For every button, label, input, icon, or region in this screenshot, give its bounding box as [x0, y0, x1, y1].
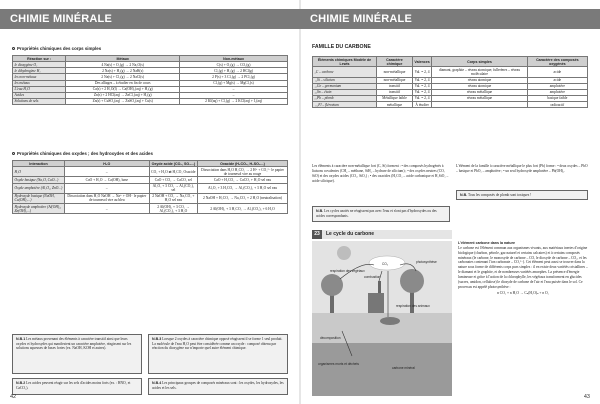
note-text: Les cycles azotés ne réagissent pas avec l'eau et n'ont pas d'hydroxydes ou des acides correspondants. [316, 209, 437, 218]
sun-icon [337, 246, 351, 260]
table-cell: non-métallique [377, 77, 413, 83]
table-cell: – [64, 167, 149, 177]
table-cell: le dihydrogène H₂ [13, 68, 66, 74]
table-cell: ₆C – carbone [313, 67, 377, 77]
table-cell: ₁₁₄Fl – flérovium [313, 102, 377, 108]
table-cell: amphotère [527, 83, 587, 89]
page-number-right: 43 [583, 394, 590, 400]
table-row [13, 98, 288, 104]
table-row [13, 204, 288, 214]
table-cell: – [64, 204, 149, 214]
table-cell: 2 P(s) + 3 Cl₂(g) → 2 PCl₃(g) [180, 74, 288, 80]
diagram-label-photosynthesis: photosynthèse [416, 260, 437, 264]
table-cell: À étudier [412, 102, 431, 108]
table-cell: 2 NaOH + CO₂ → Na₂CO₃ + H₂O sel eau [149, 193, 197, 203]
table-cell: L'eau H₂O [13, 86, 66, 92]
table-cell: Val. = 2, 4 [412, 95, 431, 101]
table-cell: ₈₂Pb – plomb [313, 95, 377, 101]
family-title: FAMILLE DU CARBONE [312, 44, 371, 50]
table-cell: 2 Al(OH)₃ + 3 CO₂ → Al₂(CO₃)₃ + 3 H₂O [149, 204, 197, 214]
table-cell: Ca(s) + 2 H₂O(l) → Ca(OH)₂(aq) + H₂(g) [66, 86, 180, 92]
note-label: N.B.4 [152, 381, 162, 385]
animal-icon [380, 317, 400, 325]
table-header-row [313, 57, 588, 67]
column-header: Oxacide (H₂CO₃, H₂SO₄...) [197, 161, 287, 167]
chimney-icon [378, 281, 381, 293]
underground [312, 343, 452, 396]
left-banner: CHIMIE MINÉRALE [0, 9, 300, 29]
table-cell: amphotère [527, 89, 587, 95]
right-banner: CHIMIE MINÉRALE [300, 9, 600, 29]
diagram-label-co2: CO₂ [382, 262, 389, 266]
table-cell: Solutions de sels [13, 98, 66, 104]
section1-title [12, 46, 101, 51]
tree-icon [321, 274, 343, 296]
metal-text: L'élément de la famille à caractère métallique le plus fort (Pb) forme : • deux oxydes – PbO – basique et PbO₂ – amphotère ; • un seul hydroxyde amphotère – Pb(OH)₂. [456, 164, 588, 173]
column-header: Valences [412, 57, 431, 67]
table-cell: transitif [377, 83, 413, 89]
table-cell: CaO + H₂CO₃ → CaCO₃ + H₂O sel eau [197, 177, 287, 183]
table-cell: les métaux [13, 80, 66, 86]
table-cell: Hydroxyde basique (NaOH, Ca(OH)₂...) [13, 193, 65, 203]
table-cell: 4 Na(s) + O₂(g) → 2 Na₂O(s) [66, 62, 180, 68]
nature-block [458, 241, 588, 296]
table-cell: Hydroxyde amphotère (Al(OH)₃, Zn(OH)₂...) [13, 204, 65, 214]
note-label: N.B.3 [152, 337, 162, 341]
table-cell: réseau métallique [432, 89, 527, 95]
nature-text: Le carbone est l'élément commun aux organismes vivants, aux matériaux inertes d'origine biologique (charbon, pétrole, gaz naturel et certains calcaires) et à certains composés minéraux (le carbone, le monoxyde de carbone – CO, le dioxyde de carbone – CO₂, et les carbonates contenant l'ion carbonate – CO₃²⁻). Cet élément peut aussi se trouver dans la nature sous forme de différents corps purs simples : il en existe deux variétés cristallines – le diamant et le graphite, et de nombreuses variétés amorphes. La présence d'énergie lumineuse et grâce à l'action de la chlorophylle, les végétaux transforment en glucides (sucres, amidon, cellulose) le dioxyde de carbone de l'air et l'eau puisée dans le sol. Ce processus est appelé photosynthèse : [458, 245, 588, 289]
diagram-label-animal-respiration: respiration des animaux [396, 304, 430, 308]
table-cell: Oxyde amphotère (Al₂O₃, ZnO...) [13, 183, 65, 193]
column-header: Métaux [66, 56, 180, 62]
table-cell: Dissociation dans H₂O NaOH → Na⁺ + OH⁻ le papier de tournesol vire au bleu [64, 193, 149, 203]
note-nb6 [456, 190, 588, 200]
table-cell: – [64, 183, 149, 193]
column-header: Interaction [13, 161, 65, 167]
diagram-label-dead-organisms: organismes morts et déchets [318, 362, 359, 366]
table-cell: ₁₄Si – silicium [313, 77, 377, 83]
factory-icon [368, 293, 384, 313]
table-cell: Oxyde basique (Na₂O, CaO...) [13, 177, 65, 183]
table-cell: Al₂O₃ + 3 H₂CO₃ → Al₂(CO₃)₃ + 3 H₂O sel eau [197, 183, 287, 193]
table-row [13, 167, 288, 177]
section1-title-text: Propriétés chimiques des corps simples [17, 46, 102, 51]
note-label: N.B.1 [16, 337, 26, 341]
cycle-section-header [312, 230, 452, 239]
table-cell: 2 KI(aq) + Cl₂(g) → 2 KCl(aq) + I₂(aq) [180, 98, 288, 104]
note-text: Lorsque 2 oxydes à caractère chimique opposé réagissent il se forme 1 seul produit. La molécule de l'eau H₂O peut être considérée comme un oxyde : composé obtenu par réaction du dioxygène sur n'importe quel autre élément chimique. [152, 337, 283, 351]
table-cell: 2 Na(s) + Cl₂(g) → 2 NaCl(s) [66, 74, 180, 80]
note-text: Les principaux groupes de composés minéraux sont : les oxydes, les hydroxydes, les acides et les sels. [152, 381, 284, 390]
table-cell: réseau atomique [432, 77, 527, 83]
table-cell: Acides [13, 92, 66, 98]
table-cell: les non-métaux [13, 74, 66, 80]
table-cell: ₃₂Ge – germanium [313, 83, 377, 89]
carbon-cycle-diagram [312, 241, 452, 396]
table-cell: acide [527, 67, 587, 77]
table-cell: non-métallique [377, 67, 413, 77]
column-header: Corps simples [432, 57, 527, 67]
table-row [13, 193, 288, 203]
table-cell: CaO + H₂O → Ca(OH)₂ base [64, 177, 149, 183]
nature-title: L'élément carbone dans la nature [458, 241, 515, 245]
right-page [300, 0, 600, 404]
column-header: Oxyde acide (CO₂, SO₃...) [149, 161, 197, 167]
carbon-family-table [312, 56, 588, 108]
table-row [313, 67, 588, 77]
table-row [13, 183, 288, 193]
page-number-left: 42 [10, 394, 17, 400]
table-cell: CO₂ + H₂O ⇄ H₂CO₃ Oxacide [149, 167, 197, 177]
note-text: Tous les composés de plomb sont toxiques ! [468, 193, 532, 197]
table-row [313, 102, 588, 108]
section2-title-text: Propriétés chimiques des oxydes ; des hydroxydes et des acides [17, 151, 153, 156]
column-header: Caractère chimique [377, 57, 413, 67]
tree-icon-right [400, 269, 424, 293]
table-cell: H₂O [13, 167, 65, 177]
column-header: Éléments chimiques Modèle de Lewis [313, 57, 377, 67]
table-cell: ₅₀Sn – étain [313, 89, 377, 95]
diagram-label-mineral-carbon: carbone minéral [392, 366, 415, 370]
bullet-icon [12, 47, 15, 50]
table-cell: Dissociation dans H₂O H₂CO₃ → 2 H⁺ + CO₃²⁻ le papier de tournesol vire au rouge [197, 167, 287, 177]
table-cell: 2 Al(OH)₃ + 3 H₂CO₃ → Al₂(CO₃)₃ + 6 H₂O [197, 204, 287, 214]
note-label: N.B. [316, 209, 324, 213]
table-cell: CaO + CO₂ → CaCO₃ sel [149, 177, 197, 183]
column-header: H₂O [64, 161, 149, 167]
note-nb3 [148, 334, 288, 374]
table-cell: Al₂O₃ + 3 CO₂ → Al₂(CO₃)₃ sel [149, 183, 197, 193]
table-cell: Cl₂(g) + H₂(g) → 2 HCl(g) [180, 68, 288, 74]
table-cell: acide [527, 77, 587, 83]
table-cell: – [180, 86, 288, 92]
column-header: Réaction sur : [13, 56, 66, 62]
table-cell: le dioxygène O₂ [13, 62, 66, 68]
column-header: Caractère des composés oxygénés [527, 57, 587, 67]
bullet-icon [12, 152, 15, 155]
cycle-number: 23 [312, 230, 322, 239]
table-cell: Val. = 2, 4 [412, 89, 431, 95]
table-cell: 2 Na(s) + H₂(g) → 2 NaH(s) [66, 68, 180, 74]
note-text: Les acides peuvent réagir sur les sels d'acides moins forts (ex. : HNO₃ et CaCO₃). [16, 381, 131, 390]
table-cell: C(s) + O₂(g) → CO₂(g) [180, 62, 288, 68]
table-cell: – [180, 92, 288, 98]
note-text: Les métaux provenant des éléments à caractère transitif ainsi que leurs oxydes et hydroxydes qui manifestent un caractère amphotère, réagissent sur les solutions aqueuses de bases fortes (ex. NaOH, KOH et autres). [16, 337, 132, 351]
table-cell: Val. = 2, 4 [412, 77, 431, 83]
table-cell: transitif [377, 89, 413, 95]
table-cell: Zn(s) + 2 HCl(aq) → ZnCl₂(aq) + H₂(g) [66, 92, 180, 98]
table-cell: Val. = 2, 4 [412, 83, 431, 89]
photosynthesis-equation: n CO₂ + n H₂O → Cₙ(H₂O)ₙ + n O₂ [497, 291, 549, 296]
table-cell: réseau atomique [432, 83, 527, 89]
oxides-table [12, 160, 288, 214]
note-nb2 [12, 378, 142, 395]
simple-bodies-table [12, 55, 288, 105]
table-cell: 2 NaOH + H₂CO₃ → Na₂CO₃ + 2 H₂O (neutralisation) [197, 193, 287, 203]
table-cell: diamant, graphite – réseau atomique; fullerènes – réseau moléculaire [432, 67, 527, 77]
note-nb5 [312, 206, 450, 222]
section2-title [12, 151, 153, 156]
table-cell: Val. = 2, 4 [412, 67, 431, 77]
table-cell: Des alliages – à étudier en fin de cours [66, 80, 180, 86]
diagram-label-plant-respiration: respiration des végétaux [330, 269, 365, 273]
note-nb1 [12, 334, 142, 374]
nonmetal-text: Les éléments à caractère non-métallique fort (C, Si) forment : • des composés hydrogénés à liaisons covalentes (CH₄ – méthane, SiH₄ – hydrure de silicium) ; • des oxydes neutres (CO, SiO) et des oxydes acides (CO₂, SiO₂) ; • des oxacides (H₂CO₃ – acide carbonique et H₂SiO₃ – acide silicique). [312, 164, 449, 183]
table-cell: Zn(s) + CuSO₄(aq) → ZnSO₄(aq) + Cu(s) [66, 98, 180, 104]
table-cell: métallique [377, 102, 413, 108]
note-label: N.B.2 [16, 381, 26, 385]
table-cell: réseau métallique [432, 95, 527, 101]
diagram-label-decomposition: décomposition [320, 336, 341, 340]
table-cell [432, 102, 527, 108]
diagram-label-combustion: combustion [364, 275, 381, 279]
table-cell: Cl₂(g) + Mg(s) → MgCl₂(s) [180, 80, 288, 86]
column-header: Non-métaux [180, 56, 288, 62]
note-nb4 [148, 378, 288, 395]
table-cell: radioactif [527, 102, 587, 108]
cycle-title: Le cycle du carbone [326, 231, 375, 237]
note-label: N.B. [460, 193, 468, 197]
table-cell: Métallique faible [377, 95, 413, 101]
table-cell: basique faible [527, 95, 587, 101]
